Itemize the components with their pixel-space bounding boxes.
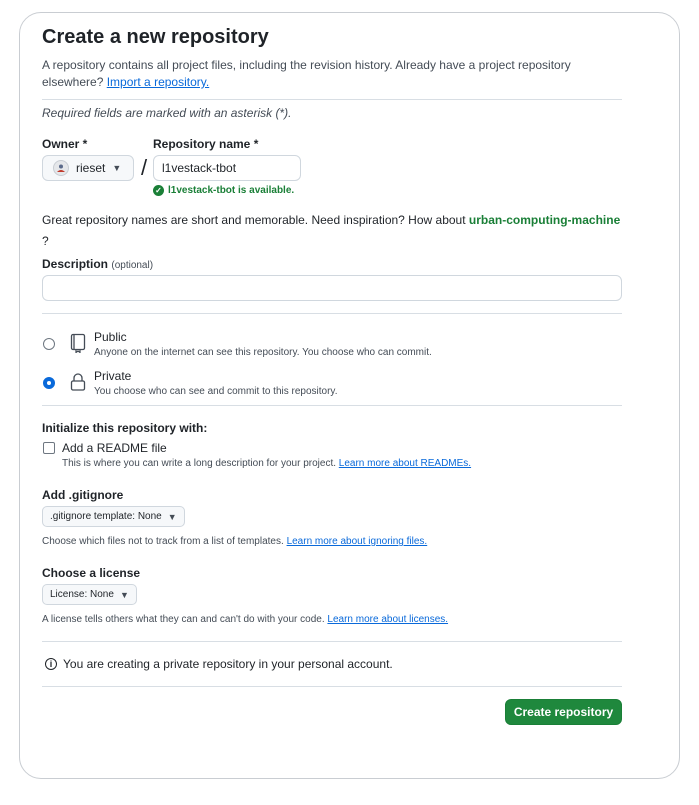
owner-dropdown[interactable]: [42, 155, 134, 181]
readme-label: Add a README file: [62, 441, 167, 455]
readme-learn-more-link[interactable]: Learn more about READMEs.: [338, 458, 472, 469]
license-learn-more-link[interactable]: Learn more about licenses.: [327, 614, 449, 625]
user-avatar-icon: [56, 163, 66, 173]
license-desc: A license tells others what they can and can't do with your code.: [42, 614, 325, 625]
divider: [42, 313, 622, 314]
info-icon: i: [45, 658, 57, 670]
subtitle-text: A repository contains all project files, including the revision history. Already have a project repository elsewhere?: [42, 58, 571, 89]
public-option-desc: Anyone on the internet can see this repository. You choose who can commit.: [94, 347, 432, 358]
optional-tag: (optional): [111, 260, 154, 271]
availability-message: l1vestack-tbot is available.: [168, 185, 295, 196]
description-label-text: Description: [42, 257, 109, 271]
gitignore-select-label: .gitignore template: None: [50, 511, 162, 522]
gitignore-desc: Choose which files not to track from a list of templates.: [42, 536, 284, 547]
license-select-label: License: None: [50, 589, 114, 600]
chevron-down-icon: ▼: [167, 511, 177, 522]
public-option-title: Public: [94, 330, 127, 344]
private-radio[interactable]: [43, 377, 55, 389]
divider: [42, 686, 622, 687]
owner-repo-separator: /: [141, 155, 148, 180]
owner-name: rieset: [76, 161, 106, 175]
gitignore-learn-more-link[interactable]: Learn more about ignoring files.: [286, 536, 428, 547]
public-radio[interactable]: [43, 338, 55, 350]
repository-name-input[interactable]: [153, 155, 301, 181]
description-label: [42, 257, 153, 271]
chevron-down-icon: ▼: [119, 589, 129, 600]
readme-checkbox[interactable]: [43, 442, 55, 454]
suggested-name-link[interactable]: urban-computing-machine: [468, 213, 621, 227]
readme-help: [62, 458, 471, 469]
private-option-title: Private: [94, 369, 132, 383]
inspiration-prompt: Great repository names are short and memorable. Need inspiration? How about: [42, 213, 466, 227]
description-input[interactable]: [42, 275, 622, 301]
readme-desc: This is where you can write a long description for your project.: [62, 458, 337, 469]
license-heading: Choose a license: [42, 566, 141, 580]
page-title: Create a new repository: [42, 26, 269, 48]
import-repository-link[interactable]: Import a repository.: [106, 75, 210, 89]
repo-icon: [70, 333, 86, 358]
owner-label: Owner *: [42, 137, 88, 151]
notice-text: You are creating a private repository in your personal account.: [63, 657, 393, 671]
create-repository-button[interactable]: Create repository: [505, 699, 622, 725]
required-fields-note: Required fields are marked with an asterisk (*).: [42, 106, 292, 120]
divider: [42, 641, 622, 642]
divider: [42, 99, 622, 100]
divider: [42, 405, 622, 406]
name-availability: [153, 185, 294, 196]
avatar: [53, 160, 69, 176]
lock-icon: [70, 372, 86, 397]
check-circle-icon: ✓: [153, 185, 164, 196]
gitignore-heading: Add .gitignore: [42, 488, 124, 502]
gitignore-help: [42, 536, 427, 547]
private-option-desc: You choose who can see and commit to this repository.: [94, 386, 338, 397]
license-dropdown[interactable]: [42, 584, 137, 605]
inspiration-end: ?: [42, 234, 49, 248]
gitignore-template-dropdown[interactable]: [42, 506, 185, 527]
repo-name-label: Repository name *: [153, 137, 259, 151]
page-subtitle: [42, 57, 602, 91]
inspiration-text: [42, 210, 632, 252]
chevron-down-icon: ▼: [112, 163, 122, 173]
init-heading: Initialize this repository with:: [42, 421, 208, 435]
private-notice: [45, 657, 393, 671]
license-help: [42, 614, 448, 625]
